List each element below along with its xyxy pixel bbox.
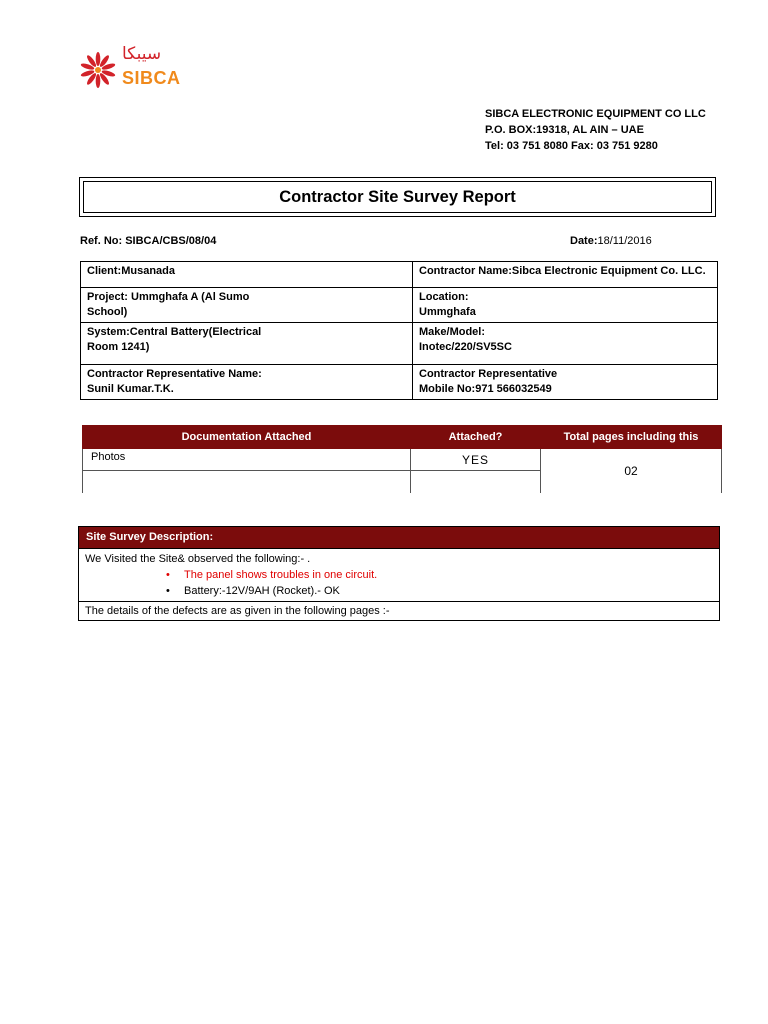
rep-mobile-cell: Contractor Representative Mobile No:971 566032549 [413, 365, 718, 400]
system-cell: System:Central Battery(Electrical Room 1241) [81, 323, 413, 365]
client-cell: Client:Musanada [81, 262, 413, 288]
documentation-row [83, 449, 722, 471]
documentation-header-row [83, 426, 722, 449]
documentation-table [82, 425, 722, 493]
sunburst-logo-icon [78, 50, 118, 90]
company-name: SIBCA ELECTRONIC EQUIPMENT CO LLC [485, 108, 706, 120]
survey-footer: The details of the defects are as given in the following pages :- [79, 601, 719, 620]
header-attached: Attached? [411, 426, 541, 449]
date-label: Date: [570, 235, 598, 247]
doc-attached-cell [411, 471, 541, 493]
company-logo [78, 44, 188, 92]
date-value: 18/11/2016 [597, 235, 652, 247]
project-info-table [80, 261, 718, 400]
survey-bullet-list [85, 567, 713, 599]
report-title: Contractor Site Survey Report [83, 181, 712, 213]
report-date [570, 235, 652, 247]
info-row [81, 288, 718, 323]
logo-arabic-text: سيبكا [122, 44, 162, 64]
info-row [81, 262, 718, 288]
header-total-pages: Total pages including this [541, 426, 722, 449]
doc-name-cell: Photos [83, 449, 411, 471]
survey-bullet: • The panel shows troubles in one circuit. [175, 567, 713, 583]
survey-intro: We Visited the Site& observed the following:- . [85, 553, 311, 565]
info-row [81, 365, 718, 400]
survey-heading: Site Survey Description: [79, 527, 719, 548]
company-address [485, 106, 706, 154]
make-model-cell: Make/Model: Inotec/220/SV5SC [413, 323, 718, 365]
info-row [81, 323, 718, 365]
doc-name-cell [83, 471, 411, 493]
rep-name-cell: Contractor Representative Name: Sunil Kumar.T.K. [81, 365, 413, 400]
survey-body [79, 548, 719, 601]
doc-attached-cell: YES [411, 449, 541, 471]
report-title-box [79, 177, 716, 217]
reference-number: Ref. No: SIBCA/CBS/08/04 [80, 235, 217, 247]
logo-english-text: SIBCA [122, 68, 181, 88]
header-documentation-attached: Documentation Attached [83, 426, 411, 449]
site-survey-section [78, 526, 720, 621]
total-pages-cell: 02 [541, 449, 722, 493]
company-po-box: P.O. BOX:19318, AL AIN – UAE [485, 124, 644, 136]
survey-bullet: • Battery:-12V/9AH (Rocket).- OK [175, 583, 713, 599]
location-cell: Location: Ummghafa [413, 288, 718, 323]
contractor-name-cell: Contractor Name:Sibca Electronic Equipment Co. LLC. [413, 262, 718, 288]
company-tel-fax: Tel: 03 751 8080 Fax: 03 751 9280 [485, 140, 658, 152]
project-cell: Project: Ummghafa A (Al Sumo School) [81, 288, 413, 323]
